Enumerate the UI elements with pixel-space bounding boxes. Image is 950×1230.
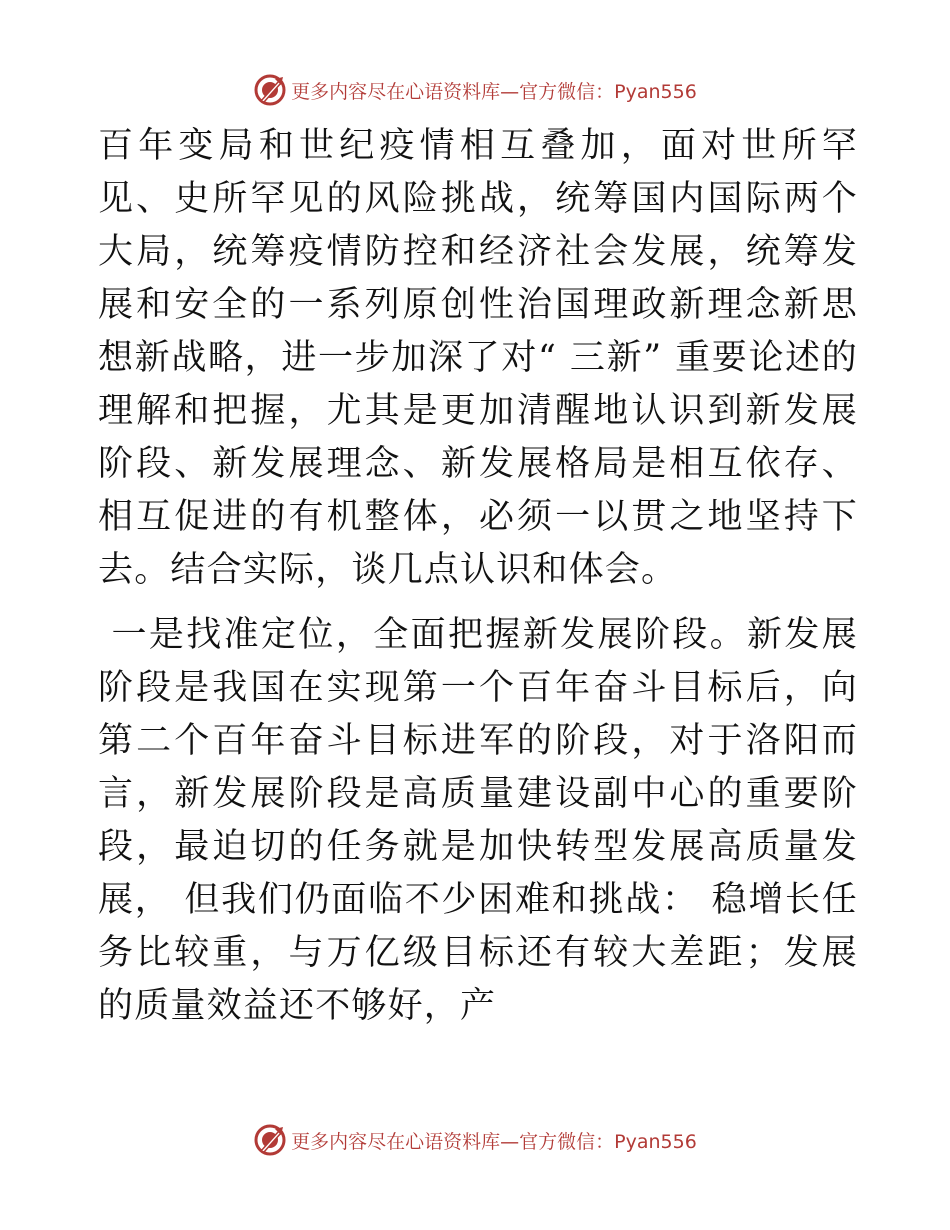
quill-seal-icon bbox=[253, 73, 287, 107]
paragraph-point-one: 一是找准定位，全面把握新发展阶段。新发展阶段是我国在实现第一个百年奋斗目标后，向第二个百年奋斗目标进军的阶段，对于洛阳而言，新发展阶段是高质量建设副中心的重要阶段，最迫切的任务就是加快转型发展高质量发展， 但我们仍面临不少困难和挑战： 稳增长任务比较重，与万亿级目标还有较大差距；发展的质量效益还不够好，产 bbox=[98, 615, 858, 1026]
footer-banner-text: 更多内容尽在心语资料库—官方微信：Pyan556 bbox=[291, 1130, 697, 1153]
document-body bbox=[98, 120, 858, 1033]
quill-seal-icon bbox=[253, 1123, 287, 1157]
footer-watermark-banner bbox=[0, 1120, 950, 1160]
header-banner-text: 更多内容尽在心语资料库—官方微信：Pyan556 bbox=[291, 80, 697, 103]
header-watermark-banner bbox=[0, 70, 950, 110]
paragraph-intro: 百年变局和世纪疫情相互叠加，面对世所罕见、史所罕见的风险挑战，统筹国内国际两个大局，统筹疫情防控和经济社会发展，统筹发展和安全的一系列原创性治国理政新理念新思想新战略，进一步加深了对“ 三新” 重要论述的理解和把握，尤其是更加清醒地认识到新发展阶段、新发展理念、新发展格局是相互依存、相互促进的有机整体，必须一以贯之地坚持下去。结合实际，谈几点认识和体会。 bbox=[98, 126, 858, 590]
